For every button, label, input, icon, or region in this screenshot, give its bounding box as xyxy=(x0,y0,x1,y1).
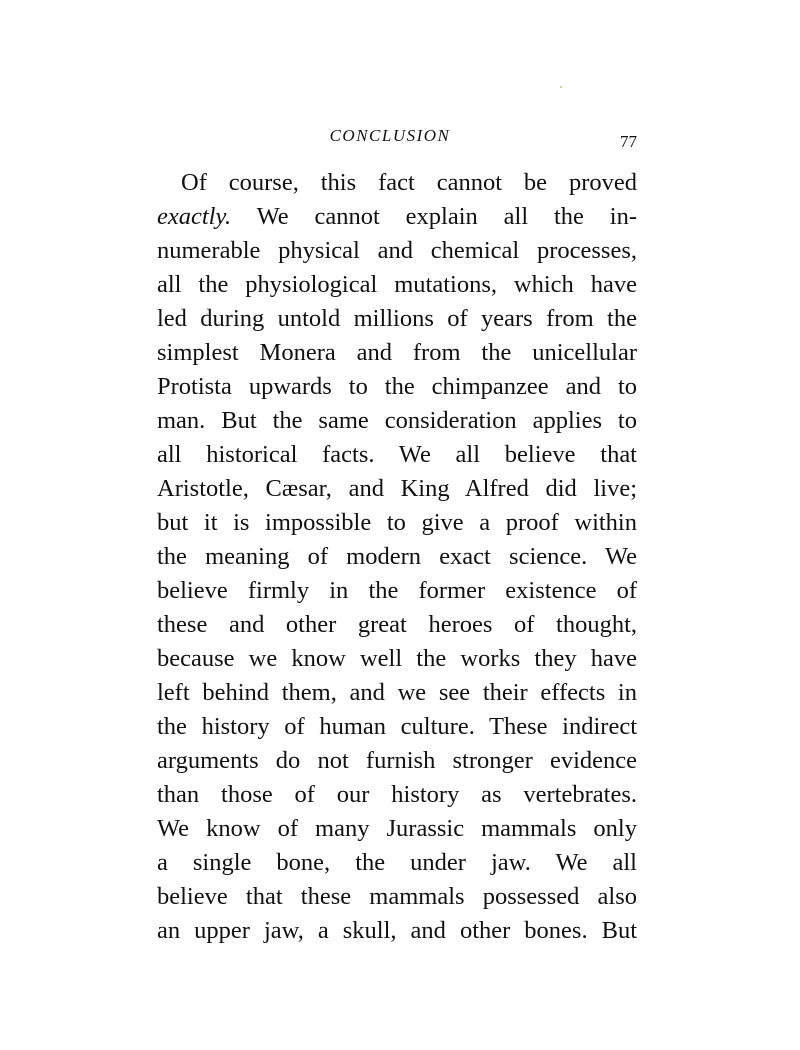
text-line: believe that these mammals possessed also xyxy=(157,883,637,910)
text-line: all historical facts. We all believe that xyxy=(157,441,637,468)
italic-emphasis: exactly. xyxy=(157,203,232,230)
text-line: all the physiological mutations, which have xyxy=(157,271,637,298)
text-line: because we know well the works they have xyxy=(157,645,637,672)
text-line-rest: We cannot explain all the in- xyxy=(256,203,638,230)
text-line: numerable physical and chemical processes, xyxy=(157,237,637,264)
text-line: We know of many Jurassic mammals only xyxy=(157,815,637,842)
running-title: CONCLUSION xyxy=(329,126,451,145)
text-line: left behind them, and we see their effects in xyxy=(157,679,637,706)
paper-speck xyxy=(560,86,562,88)
text-line: the meaning of modern exact science. We xyxy=(157,543,637,570)
text-line: simplest Monera and from the unicellular xyxy=(157,339,637,366)
text-line: man. But the same consideration applies to xyxy=(157,407,637,434)
text-line: Aristotle, Cæsar, and King Alfred did live; xyxy=(157,475,637,502)
body-paragraph xyxy=(157,166,637,948)
text-line: but it is impossible to give a proof within xyxy=(157,509,637,536)
text-line: the history of human culture. These indirect xyxy=(157,713,637,740)
text-line: Of course, this fact cannot be proved xyxy=(181,169,637,196)
running-head xyxy=(157,126,637,150)
text-line: a single bone, the under jaw. We all xyxy=(157,849,637,876)
text-line: Protista upwards to the chimpanzee and to xyxy=(157,373,637,400)
text-line: arguments do not furnish stronger evidence xyxy=(157,747,637,774)
text-line: than those of our history as vertebrates. xyxy=(157,781,637,808)
text-line xyxy=(157,200,637,234)
text-line: believe firmly in the former existence of xyxy=(157,577,637,604)
text-line: led during untold millions of years from the xyxy=(157,305,637,332)
text-line: these and other great heroes of thought, xyxy=(157,611,637,638)
page-number: 77 xyxy=(620,132,637,151)
text-line: an upper jaw, a skull, and other bones. But xyxy=(157,917,637,944)
